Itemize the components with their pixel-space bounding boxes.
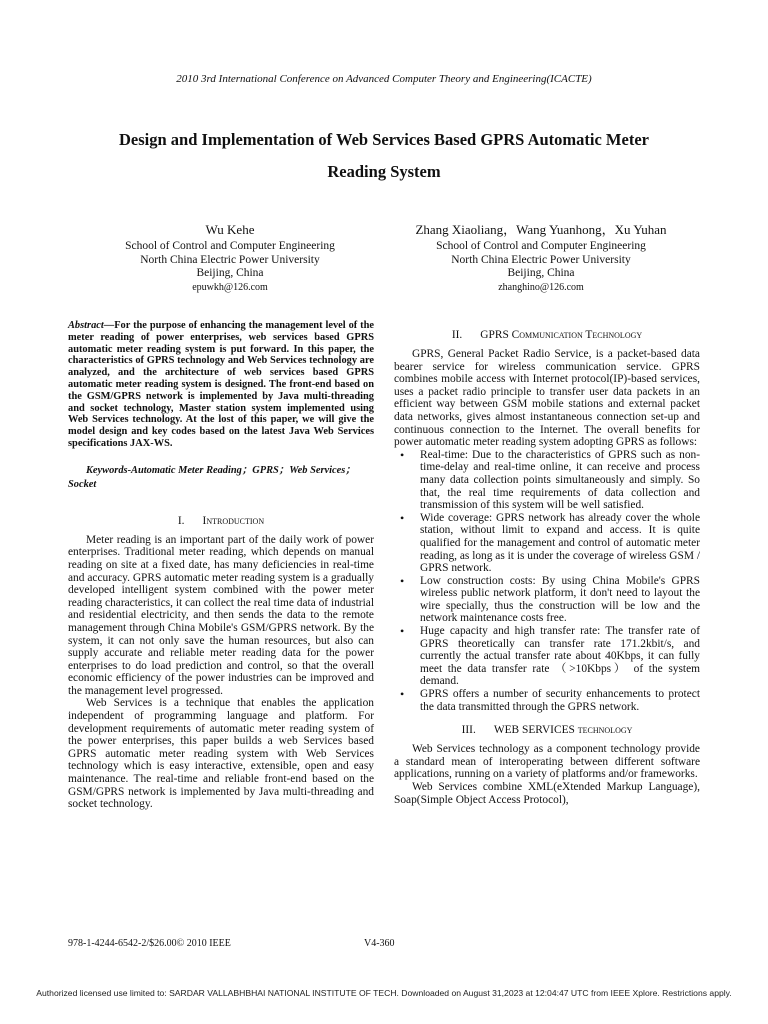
footer-isbn: 978-1-4244-6542-2/$26.00© 2010 IEEE xyxy=(68,938,231,949)
abstract-label: Abstract xyxy=(68,320,104,331)
gprs-benefit-list xyxy=(394,449,700,713)
ws-paragraph-2: Web Services combine XML(eXtended Markup Language), Soap(Simple Object Access Protocol), xyxy=(394,781,700,806)
section-heading-web-services xyxy=(394,723,700,737)
bullet-icon: • xyxy=(400,510,405,525)
bullet-icon: • xyxy=(400,447,405,462)
author-univ: North China Electric Power University xyxy=(451,253,631,266)
conference-header: 2010 3rd International Conference on Advanced Computer Theory and Engineering(ICACTE) xyxy=(176,73,592,85)
author-name: Zhang Xiaoliang，Wang Yuanhong，Xu Yuhan xyxy=(415,222,667,237)
section-title: WEB SERVICES xyxy=(493,724,575,737)
keywords: Keywords-Automatic Meter Reading；GPRS；Web Services；Socket xyxy=(68,464,356,490)
list-item-text: GPRS offers a number of security enhancements to protect the data transmitted through the GPRS network. xyxy=(420,688,700,713)
section-heading-introduction xyxy=(68,514,374,528)
gprs-paragraph: GPRS, General Packet Radio Service, is a packet-based data bearer service for wireless communication service. GPRS combines mobile access with Internet protocol(IP)-based services, uses a packet radio principle to transfer user data packets in an efficient way between GSM mobile stations and external packet data networks, gives almost instantaneous connection set-up and continuous connection to the Internet. The overall benefits for power automatic meter reading system adopting GPRS as follows: xyxy=(394,348,700,449)
author-city: Beijing, China xyxy=(507,267,575,279)
abstract-text: —For the purpose of enhancing the management level of the meter reading of power enterprises, web services based GPRS automatic meter reading system is put forward. In this paper, the characteristics of GPRS technology and Web Services technology are analyzed, and the architecture of web services based GPRS automatic meter reading system is designed. The front-end based on the GSM/GPRS network is implemented by Java multi-threading and socket technology, Master station system implemented using Web Services technology. At the lost of this paper, we will give the model design and key codes based on the latest Java Web Services specifications JAX-WS. xyxy=(68,320,374,449)
section-number: III. xyxy=(461,724,476,737)
section-number: II. xyxy=(451,329,463,341)
license-notice: Authorized licensed use limited to: SARDAR VALLABHBHAI NATIONAL INSTITUTE OF TECH. Downloaded on August 31,2023 at 12:04:47 UTC from IEEE Xplore. Restrictions apply. xyxy=(36,988,732,998)
intro-paragraph-1: Meter reading is an important part of the daily work of power enterprises. Traditional meter reading, which depends on manual reading on site at a fixed date, has many deficiencies in real-time and accuracy. GPRS automatic meter reading system is a gradually developed intelligent system combined with the power meter reading characteristics, it can collect the real time data of industrial and residential electricity, and then sends the data to the remote management through China Mobile's GSM/GPRS network. By the system, it can not only save the human resources, but also can supply accurate and reliable meter reading data for the power enterprises to do load prediction and control, so that the overall economic efficiency of the power industries can be improved and the management level progressed. xyxy=(68,533,374,697)
abstract xyxy=(68,320,374,450)
bullet-icon: • xyxy=(400,573,405,588)
list-item-text: Real-time: Due to the characteristics of GPRS such as non-time-delay and real-time online, it can receive and process many data collection points simultaneously and simply. So that, the real time requirements of data collection and transmission of this system will be well satisfied. xyxy=(420,448,700,512)
paper-title xyxy=(40,124,728,188)
bullet-icon: • xyxy=(400,624,405,639)
bullet-icon: • xyxy=(400,687,405,702)
left-column xyxy=(68,320,374,811)
list-item xyxy=(394,688,700,713)
section-title: Introduction xyxy=(202,514,265,527)
list-item xyxy=(394,625,700,688)
right-column xyxy=(394,328,700,806)
section-number: I. xyxy=(177,514,185,527)
author-dept: School of Control and Computer Engineering xyxy=(436,240,646,252)
author-univ: North China Electric Power University xyxy=(140,253,320,266)
intro-paragraph-2: Web Services is a technique that enables the application independent of programming language and platform. For development requirements of automatic meter reading system of the power enterprises, this paper builds a web Services based GPRS automatic meter reading system with Web Services technology which is easy interactive, extensible, open and easy maintenance. The real-time and reliable front-end based on the GSM/GPRS network is implemented by Java multi-threading and socket technology. xyxy=(68,697,374,811)
list-item xyxy=(394,575,700,625)
author-dept: School of Control and Computer Engineering xyxy=(125,240,335,252)
author-name: Wu Kehe xyxy=(205,222,255,237)
author-city: Beijing, China xyxy=(196,267,264,279)
section-heading-gprs xyxy=(394,328,700,342)
list-item-text: Huge capacity and high transfer rate: The transfer rate of GPRS theoretically can transfer rate 171.2kbit/s, and currently the actual transfer rate about 40Kbps, it can fully meet the data transfer rate （>10Kbps） of the system demand. xyxy=(420,625,700,688)
section-title: GPRS Communication Technology xyxy=(480,329,643,341)
paper-title-line2: Reading System xyxy=(327,162,441,181)
ws-paragraph-1: Web Services technology as a component technology provide a standard mean of interoperating between different software applications, running on a variety of platforms and/or frameworks. xyxy=(394,743,700,781)
footer-page-number: V4-360 xyxy=(364,938,395,949)
list-item xyxy=(394,512,700,575)
author-block-2 xyxy=(376,222,706,294)
list-item xyxy=(394,449,700,512)
author-block-1 xyxy=(70,222,390,294)
author-email: epuwkh@126.com xyxy=(192,281,268,293)
section-title-smallcaps: technology xyxy=(577,724,633,737)
list-item-text: Wide coverage: GPRS network has already cover the whole station, without limit to expand and access. It is quite qualified for the management and control of automatic meter reading, as long as it is under the coverage of wireless GSM / GPRS network. xyxy=(420,511,700,575)
list-item-text: Low construction costs: By using China Mobile's GPRS wireless public network platform, it don't need to layout the wire specially, thus the construction will be low and the network maintenance costs free. xyxy=(420,574,700,625)
paper-title-line1: Design and Implementation of Web Services Based GPRS Automatic Meter xyxy=(119,130,649,149)
author-email: zhanghino@126.com xyxy=(498,281,584,293)
